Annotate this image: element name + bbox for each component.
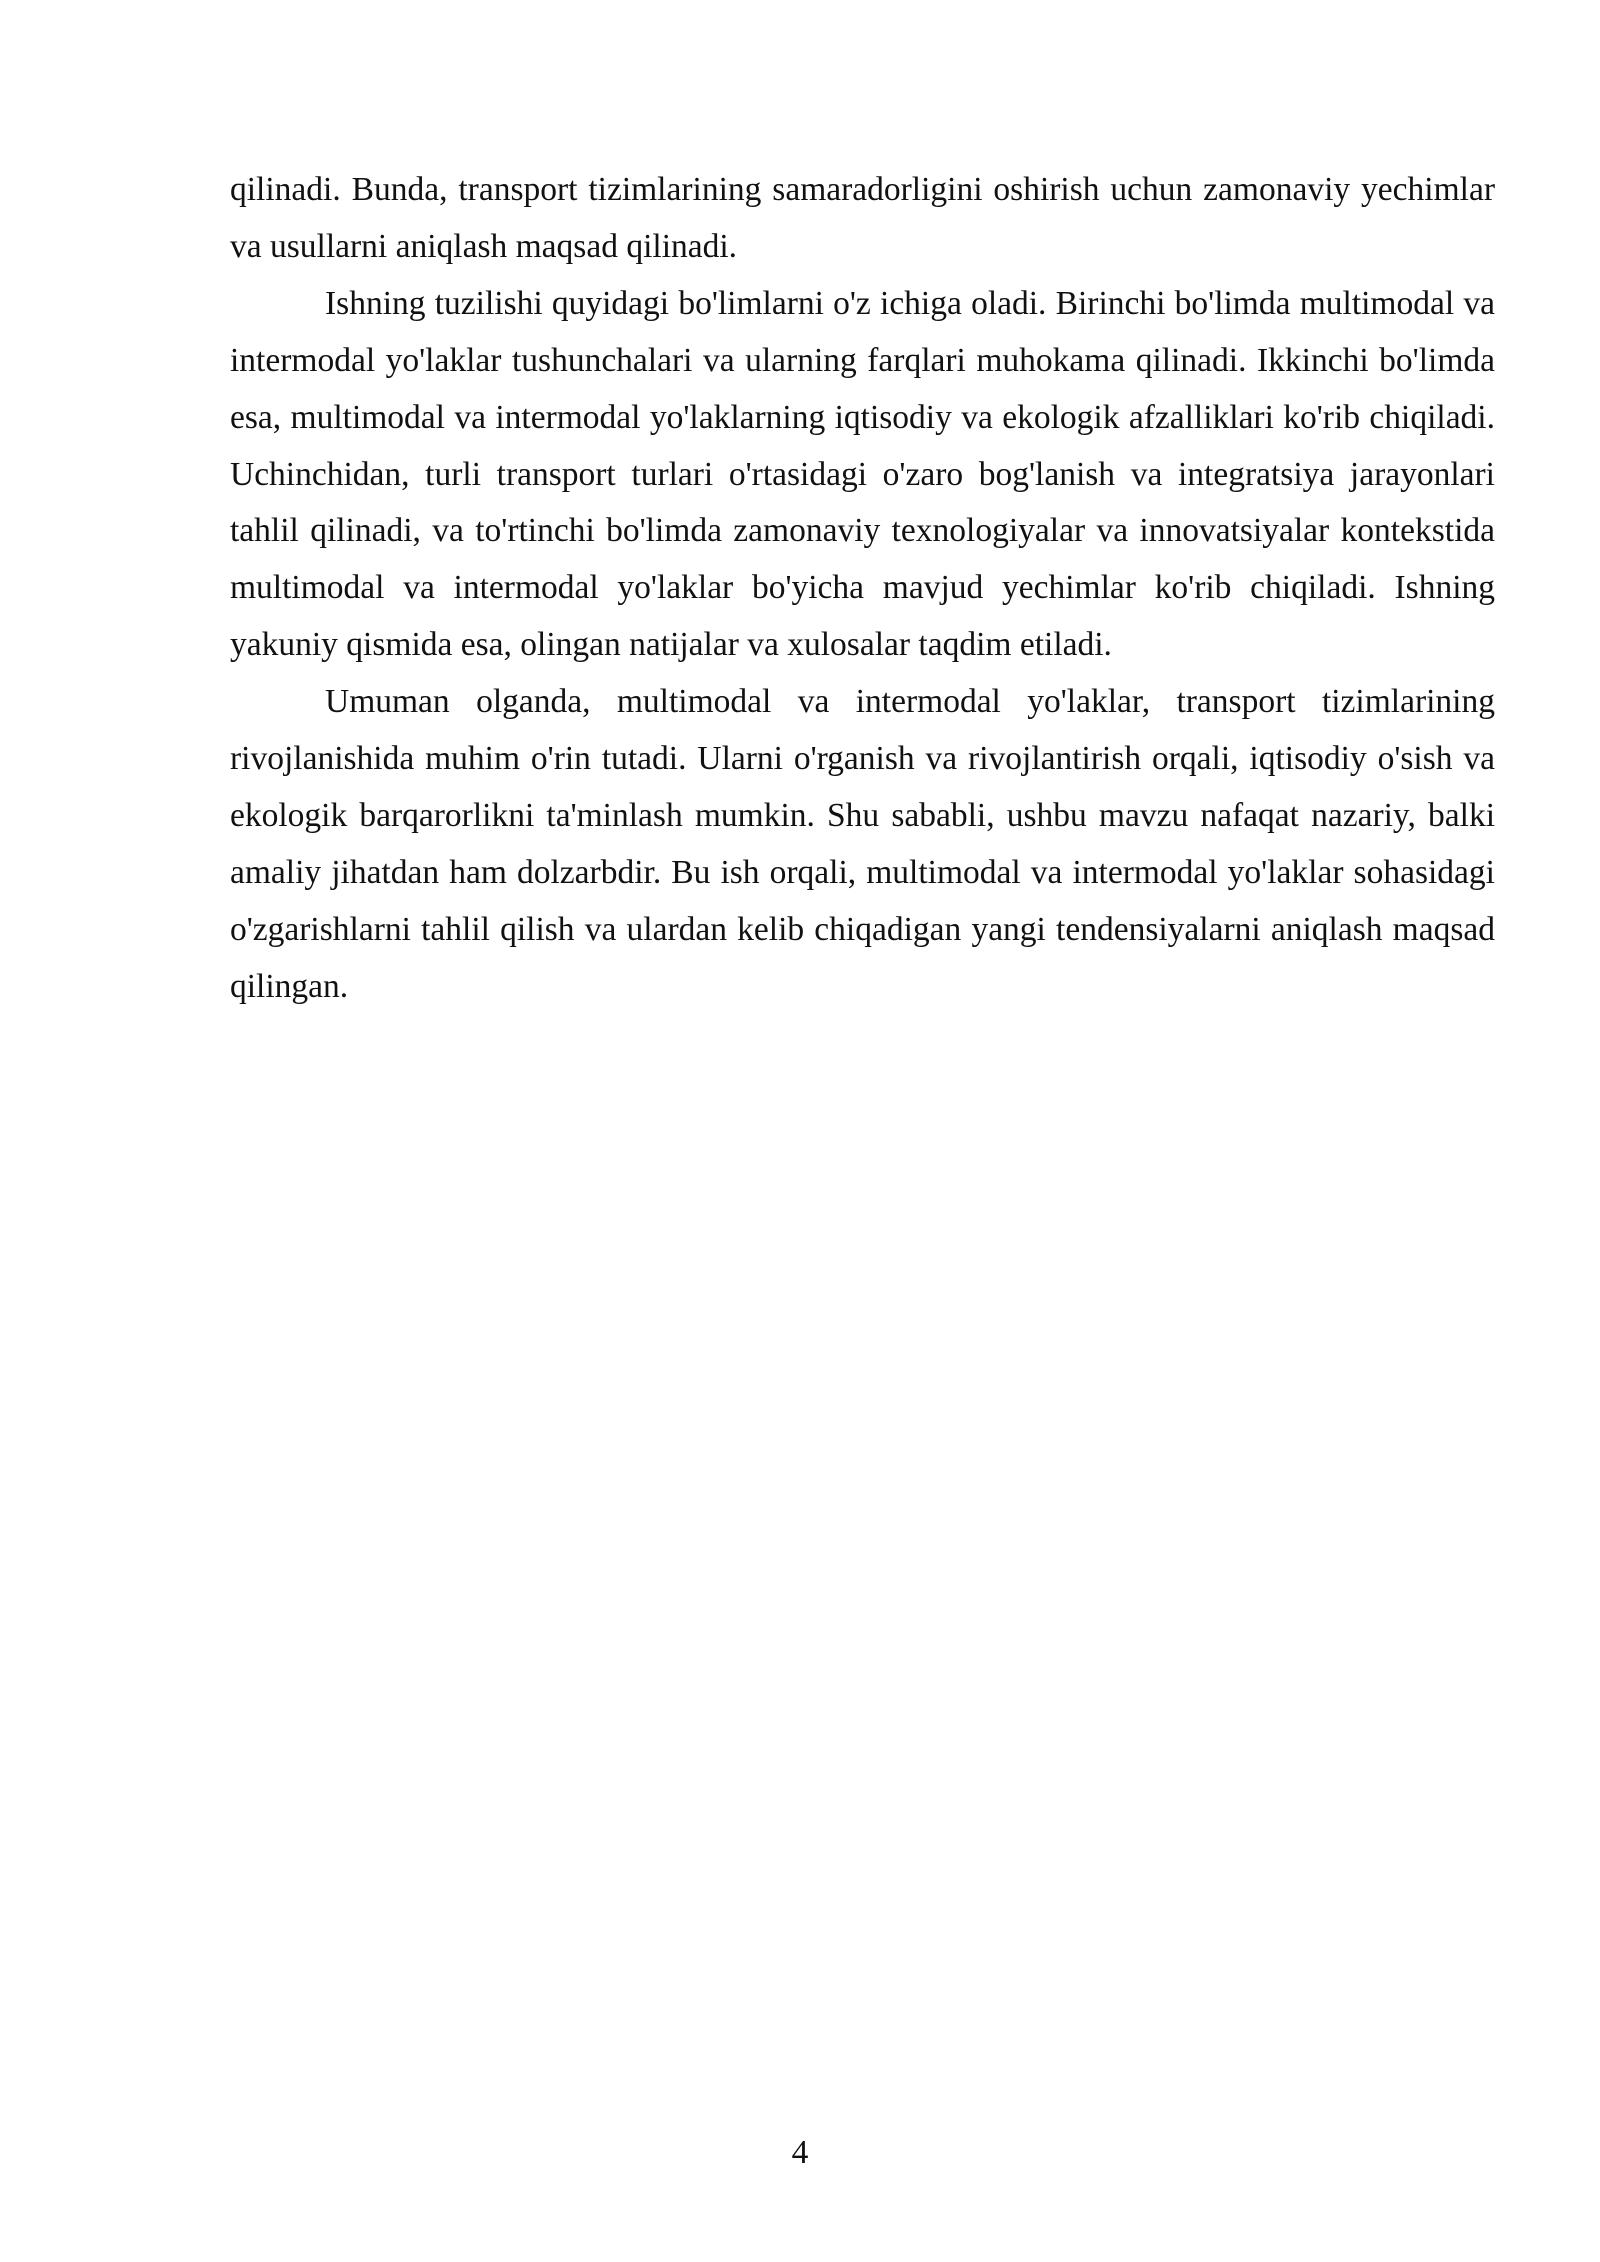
paragraph-conclusion: Umuman olganda, multimodal va intermodal yo'laklar, transport tizimlarining rivojlanishida muhim o'rin tutadi. Ularni o'rganish va rivojlantirish orqali, iqtisodiy o'sish va ekologik barqarorlikni ta'minlash mumkin. Shu sababli, ushbu mavzu nafaqat nazariy, balki amaliy jihatdan ham dolzarbdir. Bu ish orqali, multimodal va intermodal yo'laklar sohasidagi o'zgarishlarni tahlil qilish va ulardan kelib chiqadigan yangi tendensiyalarni aniqlash maqsad qilingan. — [230, 683, 1495, 1005]
paragraph-work-structure: Ishning tuzilishi quyidagi bo'limlarni o'z ichiga oladi. Birinchi bo'limda multimodal va intermodal yo'laklar tushunchalari va ularning farqlari muhokama qilinadi. Ikkinchi bo'limda esa, multimodal va intermodal yo'laklarning iqtisodiy va ekologik afzalliklari ko'rib chiqiladi. Uchinchidan, turli transport turlari o'rtasidagi o'zaro bog'lanish va integratsiya jarayonlari tahlil qilinadi, va to'rtinchi bo'limda zamonaviy texnologiyalar va innovatsiyalar kontekstida multimodal va intermodal yo'laklar bo'yicha mavjud yechimlar ko'rib chiqiladi. Ishning yakuniy qismida esa, olingan natijalar va xulosalar taqdim etiladi. — [230, 284, 1495, 664]
body-text — [230, 162, 1495, 1016]
paragraph-intro-continuation: qilinadi. Bunda, transport tizimlarining samaradorligini oshirish uchun zamonaviy yechimlar va usullarni aniqlash maqsad qilinadi. — [230, 171, 1495, 265]
page-number: 4 — [791, 2134, 809, 2171]
